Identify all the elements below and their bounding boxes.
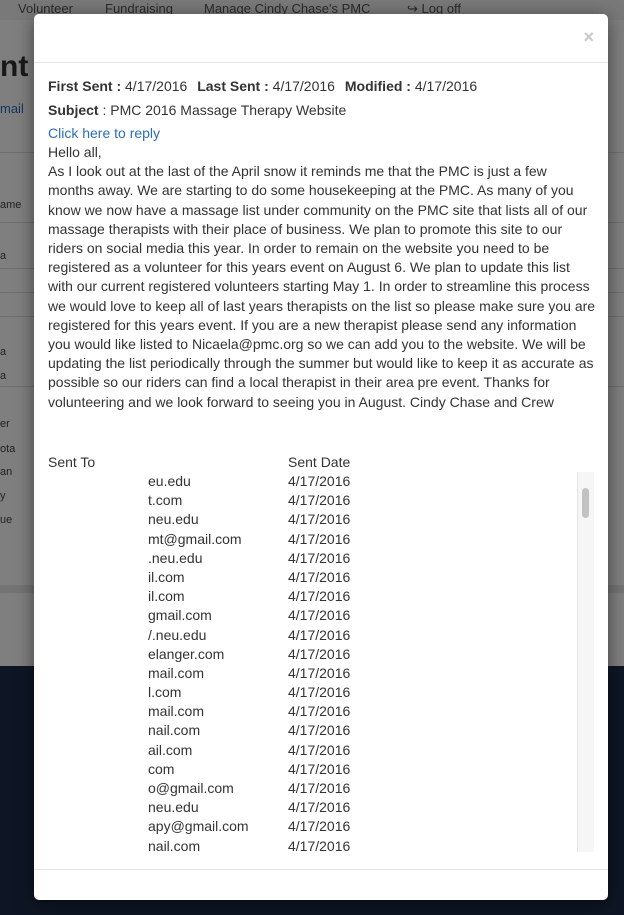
table-row bbox=[48, 510, 594, 529]
recipient-sent-date: 4/17/2016 bbox=[288, 511, 351, 528]
recipient-email: o@gmail.com bbox=[148, 780, 234, 796]
table-row bbox=[48, 587, 594, 606]
recipient-sent-date: 4/17/2016 bbox=[288, 703, 351, 720]
table-row bbox=[48, 491, 594, 510]
message-text: As I look out at the last of the April snow it reminds me that the PMC is just a few months away. We are starting to do some housekeeping at the PMC. As many of you know we now have a massage list under community on the PMC site that lists all of our massage therapists with their place of business. We plan to promote this site to our riders on social media this year. In order to remain on the website you need to be registered as a volunteer for this years event on August 6. We plan to update this list with our current registered volunteers starting May 1. In order to streamline this process we would love to keep all of last years therapists on the list so please make sure you are registered for this years event. If you are a new therapist please send any information you would like listed to Nicaela@pmc.org so we can add you to the website. We will be updating the list periodically through the summer but would like to keep it as accurate as possible so our riders can find a local therapist in their area pre event. Thanks for volunteering and we look forward to seeing you in August. Cindy Chase and Crew bbox=[48, 163, 596, 410]
close-button[interactable]: × bbox=[583, 27, 594, 47]
recipient-email: eu.edu bbox=[148, 473, 191, 489]
recipient-email: mt@gmail.com bbox=[148, 530, 242, 547]
recipient-sent-date: 4/17/2016 bbox=[288, 607, 351, 624]
recipient-email: nail.com bbox=[148, 722, 201, 739]
recipient-sent-date: 4/17/2016 bbox=[288, 664, 351, 681]
table-row bbox=[48, 683, 594, 702]
message-greeting: Hello all, bbox=[48, 144, 102, 160]
recipient-sent-date: 4/17/2016 bbox=[288, 760, 351, 777]
recipient-email: elanger.com bbox=[148, 645, 225, 662]
table-row bbox=[48, 837, 594, 852]
recipient-sent-date: 4/17/2016 bbox=[288, 549, 351, 566]
recipient-email: il.com bbox=[148, 588, 185, 605]
table-row bbox=[48, 568, 594, 587]
first-sent-value: 4/17/2016 bbox=[125, 78, 188, 94]
table-row bbox=[48, 664, 594, 683]
recipients-header bbox=[48, 454, 594, 474]
recipient-email: neu.edu bbox=[148, 511, 199, 528]
recipients-list bbox=[48, 472, 594, 852]
subject-value: : PMC 2016 Massage Therapy Website bbox=[102, 102, 347, 118]
first-sent-label: First Sent : bbox=[48, 78, 122, 94]
recipient-email: l.com bbox=[148, 684, 182, 701]
recipient-email: .neu.edu bbox=[148, 549, 203, 566]
sent-to-header: Sent To bbox=[48, 454, 96, 470]
reply-link[interactable]: Click here to reply bbox=[48, 125, 161, 141]
recipient-sent-date: 4/17/2016 bbox=[288, 492, 351, 509]
table-row bbox=[48, 549, 594, 568]
table-row bbox=[48, 626, 594, 645]
table-row bbox=[48, 721, 594, 740]
message-body bbox=[48, 143, 596, 412]
recipient-email: com bbox=[148, 760, 175, 777]
recipient-email: t.com bbox=[148, 492, 183, 509]
recipient-email: mail.com bbox=[148, 664, 205, 681]
recipient-sent-date: 4/17/2016 bbox=[288, 684, 351, 701]
table-row bbox=[48, 817, 594, 836]
table-row bbox=[48, 645, 594, 664]
recipient-sent-date: 4/17/2016 bbox=[288, 645, 351, 662]
scrollbar[interactable] bbox=[577, 472, 594, 852]
modal-footer bbox=[34, 869, 608, 900]
subject-line bbox=[48, 100, 596, 120]
recipient-email: mail.com bbox=[148, 703, 205, 720]
recipient-sent-date: 4/17/2016 bbox=[288, 626, 351, 643]
recipient-sent-date: 4/17/2016 bbox=[288, 818, 351, 835]
recipient-sent-date: 4/17/2016 bbox=[288, 568, 351, 585]
table-row bbox=[48, 779, 594, 798]
recipient-sent-date: 4/17/2016 bbox=[288, 780, 351, 796]
table-row bbox=[48, 606, 594, 625]
last-sent-label: Last Sent : bbox=[197, 78, 269, 94]
recipients-scroll-area[interactable] bbox=[48, 472, 594, 852]
recipient-email: nail.com bbox=[148, 837, 201, 852]
table-row bbox=[48, 472, 594, 491]
recipient-email: apy@gmail.com bbox=[148, 818, 249, 835]
subject-label: Subject bbox=[48, 102, 99, 118]
table-row bbox=[48, 702, 594, 721]
modal-header bbox=[34, 14, 608, 63]
recipient-sent-date: 4/17/2016 bbox=[288, 837, 351, 852]
last-sent-value: 4/17/2016 bbox=[272, 78, 335, 94]
recipient-email: /.neu.edu bbox=[148, 626, 207, 643]
recipient-email: ail.com bbox=[148, 741, 193, 758]
scrollbar-thumb[interactable] bbox=[582, 488, 589, 518]
recipient-sent-date: 4/17/2016 bbox=[288, 530, 351, 547]
recipient-sent-date: 4/17/2016 bbox=[288, 799, 351, 816]
recipient-sent-date: 4/17/2016 bbox=[288, 741, 351, 758]
table-row bbox=[48, 760, 594, 779]
sent-date-header: Sent Date bbox=[288, 454, 351, 470]
recipient-sent-date: 4/17/2016 bbox=[288, 722, 351, 739]
sent-meta bbox=[48, 76, 596, 96]
table-row bbox=[48, 798, 594, 817]
message-modal bbox=[34, 14, 608, 900]
recipient-email: neu.edu bbox=[148, 799, 199, 816]
recipient-email: il.com bbox=[148, 568, 185, 585]
recipient-email: gmail.com bbox=[148, 607, 212, 624]
modified-label: Modified : bbox=[344, 78, 411, 94]
recipient-sent-date: 4/17/2016 bbox=[288, 588, 351, 605]
modal-body bbox=[48, 76, 596, 412]
recipients-table bbox=[48, 454, 594, 852]
modified-value: 4/17/2016 bbox=[414, 78, 478, 94]
table-row bbox=[48, 530, 594, 549]
table-row bbox=[48, 741, 594, 760]
recipient-sent-date: 4/17/2016 bbox=[288, 473, 351, 489]
